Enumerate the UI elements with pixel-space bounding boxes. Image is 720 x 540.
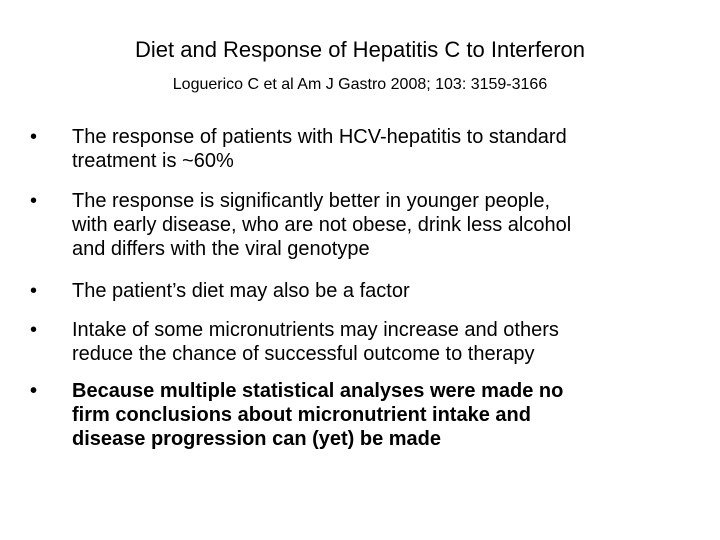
bullet-line: treatment is ~60% [72,150,234,172]
bullet-text [72,125,692,173]
slide-citation: Loguerico C et al Am J Gastro 2008; 103: 3159-3166 [172,76,548,93]
slide-title: Diet and Response of Hepatitis C to Interferon [134,37,586,62]
bullet-marker: • [30,190,38,212]
bullet-line: The response of patients with HCV-hepatitis to standard [72,126,567,148]
bullet-line: The patient’s diet may also be a factor [72,280,410,302]
bullet-text [72,379,692,451]
bullet-line: and differs with the viral genotype [72,238,370,260]
bullet-line: reduce the chance of successful outcome to therapy [72,343,535,365]
bullet-text [72,279,692,303]
bullet-line: firm conclusions about micronutrient intake and [72,404,531,426]
bullet-marker: • [30,319,38,341]
bullet-line: disease progression can (yet) be made [72,428,442,450]
bullet-text [72,189,692,261]
bullet-marker: • [30,126,38,148]
bullet-text [72,318,692,366]
bullet-marker: • [30,380,38,402]
bullet-line: Intake of some micronutrients may increase and others [72,319,559,341]
bullet-line: The response is significantly better in younger people, [72,190,551,212]
bullet-line: Because multiple statistical analyses were made no [72,380,564,402]
bullet-line: with early disease, who are not obese, drink less alcohol [72,214,572,236]
bullet-marker: • [30,280,38,302]
